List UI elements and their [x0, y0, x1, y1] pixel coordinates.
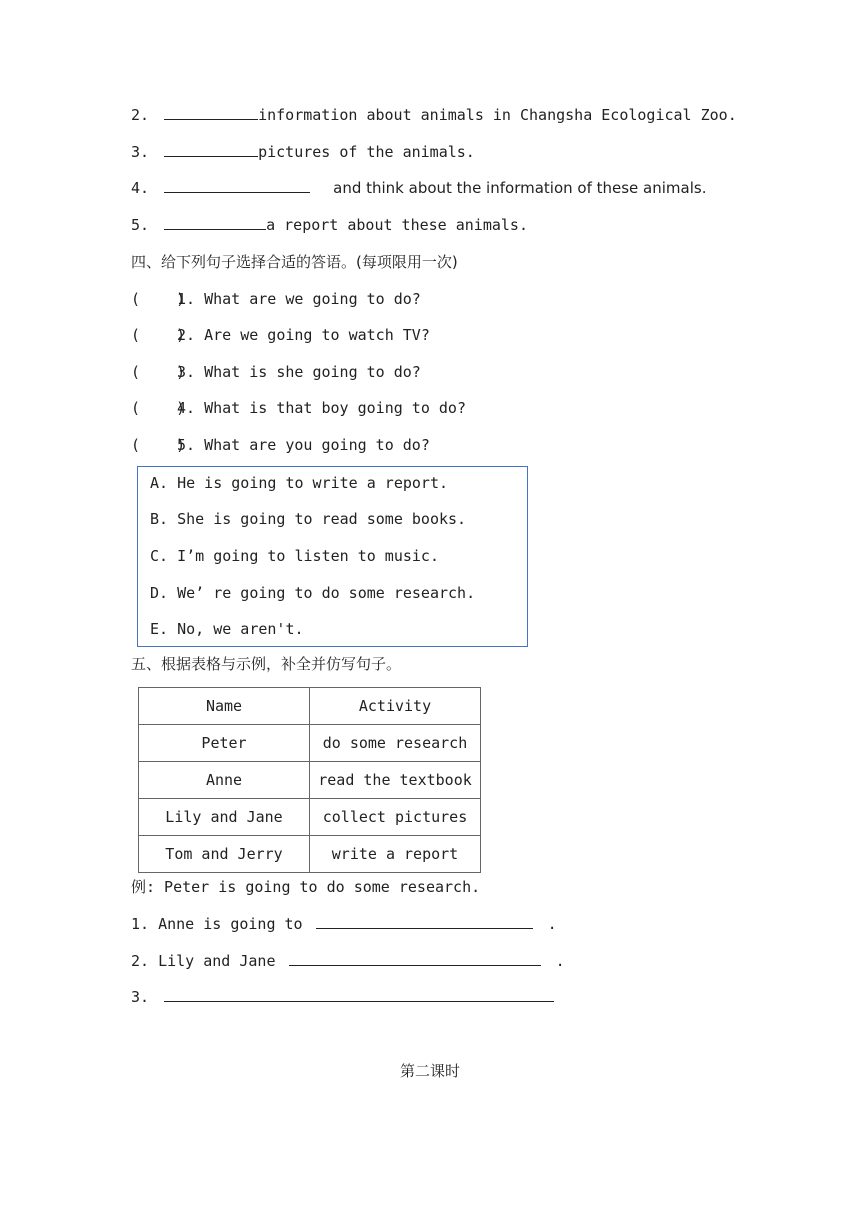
fill-1: 1. Anne is going to . [131, 915, 557, 933]
answer-blank[interactable] [316, 914, 533, 929]
fill-3: 3. [131, 986, 554, 1008]
table-header-cell: Name [139, 688, 310, 725]
lesson-footer: 第二课时 [399, 1062, 460, 1080]
fill-2: 2. Lily and Jane . [131, 952, 565, 970]
item-3: 3. pictures of the animals. [131, 143, 475, 161]
table-row [139, 836, 481, 873]
question-2: ( )2. Are we going to watch TV? [131, 326, 430, 344]
question-3: ( )3. What is she going to do? [131, 363, 421, 381]
table-cell: read the textbook [310, 762, 481, 799]
table-cell: do some research [310, 725, 481, 762]
table-row [139, 725, 481, 762]
activity-table [138, 687, 481, 873]
table-row [139, 799, 481, 836]
option-b: B. She is going to read some books. [150, 510, 467, 528]
table-cell: Tom and Jerry [139, 836, 310, 873]
table-header-row [139, 688, 481, 725]
table-header-cell: Activity [310, 688, 481, 725]
section-4-heading: 四、给下列句子选择合适的答语。(每项限用一次) [131, 253, 458, 271]
answer-parens[interactable]: ( ) [131, 290, 186, 308]
question-5: ( )5. What are you going to do? [131, 436, 430, 454]
answer-parens[interactable]: ( ) [131, 326, 186, 344]
section-5-heading: 五、根据表格与示例，补全并仿写句子。 [131, 655, 402, 673]
table-cell: Anne [139, 762, 310, 799]
option-d: D. We’ re going to do some research. [150, 584, 476, 602]
table-cell: Lily and Jane [139, 799, 310, 836]
options-box [137, 466, 528, 647]
answer-parens[interactable]: ( ) [131, 399, 186, 417]
answer-blank[interactable] [289, 951, 541, 966]
option-e: E. No, we aren't. [150, 620, 304, 638]
question-4: ( )4. What is that boy going to do? [131, 399, 466, 417]
table-cell: write a report [310, 836, 481, 873]
answer-blank[interactable] [164, 105, 258, 120]
item-2: 2. information about animals in Changsha Ecological Zoo. [131, 106, 737, 124]
option-a: A. He is going to write a report. [150, 474, 449, 492]
answer-blank[interactable] [164, 987, 554, 1002]
item-5: 5. a report about these animals. [131, 216, 528, 234]
answer-parens[interactable]: ( ) [131, 363, 186, 381]
answer-blank[interactable] [164, 215, 266, 230]
table-cell: Peter [139, 725, 310, 762]
answer-blank[interactable] [164, 178, 310, 193]
example-sentence: 例: Peter is going to do some research. [131, 878, 481, 896]
answer-parens[interactable]: ( ) [131, 436, 186, 454]
table-cell: collect pictures [310, 799, 481, 836]
option-c: C. I’m going to listen to music. [150, 547, 439, 565]
question-1: ( )1. What are we going to do? [131, 290, 421, 308]
item-4: 4. and think about the information of these animals. [131, 179, 707, 197]
answer-blank[interactable] [164, 142, 258, 157]
table-row [139, 762, 481, 799]
